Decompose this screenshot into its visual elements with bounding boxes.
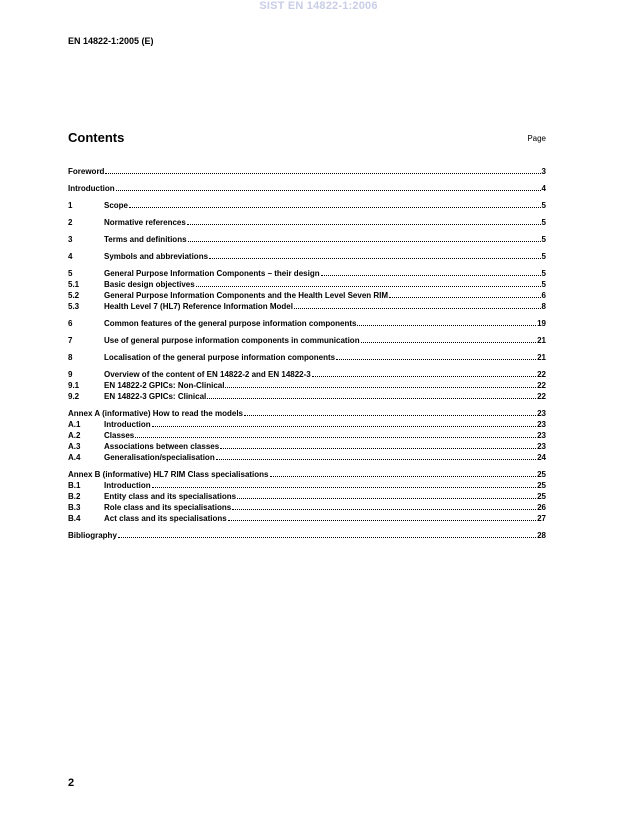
- toc-entry[interactable]: [68, 408, 546, 419]
- toc-entry-number: 5.2: [68, 291, 80, 300]
- toc-entry-title: Generalisation/specialisation: [104, 453, 215, 462]
- toc-entry-title: General Purpose Information Components – their design: [104, 269, 320, 278]
- dot-leader: [207, 391, 536, 399]
- toc-entry[interactable]: [68, 335, 546, 346]
- toc-entry-page: 5: [541, 201, 546, 210]
- toc-entry[interactable]: [68, 318, 546, 329]
- toc-entry-number: A.1: [68, 420, 81, 429]
- table-of-contents: [68, 166, 546, 541]
- toc-entry-page: 25: [537, 470, 546, 479]
- page-number: 2: [68, 777, 75, 789]
- toc-entry-title: Terms and definitions: [104, 235, 187, 244]
- toc-entry[interactable]: [68, 513, 546, 524]
- toc-entry[interactable]: [68, 452, 546, 463]
- dot-leader: [216, 452, 536, 460]
- toc-entry-page: 23: [537, 409, 546, 418]
- toc-entry-page: 5: [541, 269, 546, 278]
- toc-entry[interactable]: [68, 268, 546, 279]
- toc-entry-number: B.2: [68, 492, 81, 501]
- toc-entry-title: Health Level 7 (HL7) Reference Information Model: [104, 302, 293, 311]
- dot-leader: [196, 279, 541, 287]
- dot-leader: [336, 352, 536, 360]
- toc-entry-page: 21: [537, 336, 546, 345]
- dot-leader: [225, 380, 536, 388]
- dot-leader: [129, 200, 541, 208]
- toc-entry[interactable]: [68, 441, 546, 452]
- toc-entry-title: Use of general purpose information components in communication: [104, 336, 360, 345]
- dot-leader: [294, 301, 541, 309]
- toc-entry-page: 4: [541, 184, 546, 193]
- dot-leader: [188, 234, 541, 242]
- dot-leader: [209, 251, 541, 259]
- toc-entry-number: 9.1: [68, 381, 80, 390]
- dot-leader: [228, 513, 536, 521]
- toc-entry-title: Classes: [104, 431, 135, 440]
- toc-entry-title: Localisation of the general purpose information components: [104, 353, 336, 362]
- dot-leader: [237, 491, 536, 499]
- toc-entry-number: 5.3: [68, 302, 80, 311]
- toc-entry[interactable]: [68, 279, 546, 290]
- toc-entry-title: Common features of the general purpose information components: [104, 319, 357, 328]
- dot-leader: [232, 502, 536, 510]
- dot-leader: [105, 166, 540, 174]
- toc-entry-number: 5: [68, 269, 73, 278]
- toc-entry-title: General Purpose Information Components and the Health Level Seven RIM: [104, 291, 389, 300]
- toc-entry-number: 3: [68, 235, 73, 244]
- toc-entry-page: 23: [537, 431, 546, 440]
- toc-entry-number: 8: [68, 353, 73, 362]
- dot-leader: [116, 183, 541, 191]
- toc-entry[interactable]: [68, 530, 546, 541]
- toc-entry-number: A.3: [68, 442, 81, 451]
- toc-entry-number: 7: [68, 336, 73, 345]
- dot-leader: [244, 408, 536, 416]
- toc-entry[interactable]: [68, 301, 546, 312]
- toc-entry-page: 5: [541, 252, 546, 261]
- toc-entry-page: 5: [541, 218, 546, 227]
- toc-entry-number: 5.1: [68, 280, 80, 289]
- watermark: SIST EN 14822-1:2006: [259, 0, 378, 12]
- toc-entry[interactable]: [68, 290, 546, 301]
- toc-entry-title: Introduction: [104, 481, 151, 490]
- document-id-header: EN 14822-1:2005 (E): [68, 36, 154, 46]
- toc-entry-page: 24: [537, 453, 546, 462]
- toc-entry-number: A.2: [68, 431, 81, 440]
- toc-entry[interactable]: [68, 183, 546, 194]
- toc-entry-page: 26: [537, 503, 546, 512]
- toc-entry-title: Foreword: [68, 167, 105, 176]
- toc-entry-page: 23: [537, 442, 546, 451]
- page-column-label: Page: [527, 134, 546, 143]
- toc-entry-title: Role class and its specialisations: [104, 503, 232, 512]
- toc-entry-page: 5: [541, 235, 546, 244]
- dot-leader: [389, 290, 540, 298]
- toc-entry-page: 6: [541, 291, 546, 300]
- toc-entry-title: Normative references: [104, 218, 186, 227]
- toc-entry-page: 21: [537, 353, 546, 362]
- toc-entry-title: Entity class and its specialisations: [104, 492, 237, 501]
- toc-entry-number: 9.2: [68, 392, 80, 401]
- toc-entry-page: 28: [537, 531, 546, 540]
- dot-leader: [357, 318, 536, 326]
- toc-entry-page: 22: [537, 370, 546, 379]
- toc-entry-title: EN 14822-3 GPICs: Clinical: [104, 392, 207, 401]
- toc-entry-page: 5: [541, 280, 546, 289]
- toc-entry[interactable]: [68, 391, 546, 402]
- toc-entry[interactable]: [68, 200, 546, 211]
- toc-entry-number: B.1: [68, 481, 81, 490]
- toc-entry-number: A.4: [68, 453, 81, 462]
- toc-entry[interactable]: [68, 469, 546, 480]
- toc-entry-number: 4: [68, 252, 73, 261]
- toc-entry-page: 22: [537, 381, 546, 390]
- toc-entry[interactable]: [68, 480, 546, 491]
- toc-entry-number: 1: [68, 201, 73, 210]
- toc-entry-number: 9: [68, 370, 73, 379]
- toc-entry-title: Introduction: [68, 184, 115, 193]
- dot-leader: [135, 430, 536, 438]
- dot-leader: [270, 469, 537, 477]
- toc-entry-title: Scope: [104, 201, 129, 210]
- toc-entry-number: 6: [68, 319, 73, 328]
- toc-entry-title: Introduction: [104, 420, 151, 429]
- toc-entry-title: Bibliography: [68, 531, 117, 540]
- toc-entry-number: B.3: [68, 503, 81, 512]
- toc-entry-page: 3: [541, 167, 546, 176]
- toc-entry-number: B.4: [68, 514, 81, 523]
- toc-entry[interactable]: [68, 380, 546, 391]
- dot-leader: [152, 419, 536, 427]
- dot-leader: [361, 335, 537, 343]
- dot-leader: [187, 217, 541, 225]
- toc-entry-title: Overview of the content of EN 14822-2 and EN 14822-3: [104, 370, 311, 379]
- dot-leader: [152, 480, 536, 488]
- contents-heading: Contents: [68, 130, 125, 145]
- toc-entry-title: Associations between classes: [104, 442, 220, 451]
- toc-entry-title: Annex B (informative) HL7 RIM Class specialisations: [68, 470, 269, 479]
- toc-entry-page: 8: [541, 302, 546, 311]
- dot-leader: [118, 530, 536, 538]
- dot-leader: [321, 268, 541, 276]
- toc-entry[interactable]: [68, 251, 546, 262]
- dot-leader: [220, 441, 536, 449]
- toc-entry[interactable]: [68, 166, 546, 177]
- toc-entry-page: 19: [537, 319, 546, 328]
- toc-entry[interactable]: [68, 369, 546, 380]
- toc-entry-page: 27: [537, 514, 546, 523]
- toc-entry-title: Act class and its specialisations: [104, 514, 227, 523]
- toc-entry-number: 2: [68, 218, 73, 227]
- toc-entry[interactable]: [68, 234, 546, 245]
- toc-entry[interactable]: [68, 217, 546, 228]
- toc-entry[interactable]: [68, 491, 546, 502]
- toc-entry-title: Symbols and abbreviations: [104, 252, 209, 261]
- toc-entry-title: EN 14822-2 GPICs: Non-Clinical: [104, 381, 225, 390]
- toc-entry[interactable]: [68, 502, 546, 513]
- toc-entry-title: Annex A (informative) How to read the models: [68, 409, 243, 418]
- toc-entry[interactable]: [68, 419, 546, 430]
- toc-entry-page: 25: [537, 492, 546, 501]
- toc-entry[interactable]: [68, 430, 546, 441]
- toc-entry-title: Basic design objectives: [104, 280, 195, 289]
- dot-leader: [312, 369, 536, 377]
- toc-entry-page: 23: [537, 420, 546, 429]
- toc-entry[interactable]: [68, 352, 546, 363]
- toc-entry-page: 22: [537, 392, 546, 401]
- toc-entry-page: 25: [537, 481, 546, 490]
